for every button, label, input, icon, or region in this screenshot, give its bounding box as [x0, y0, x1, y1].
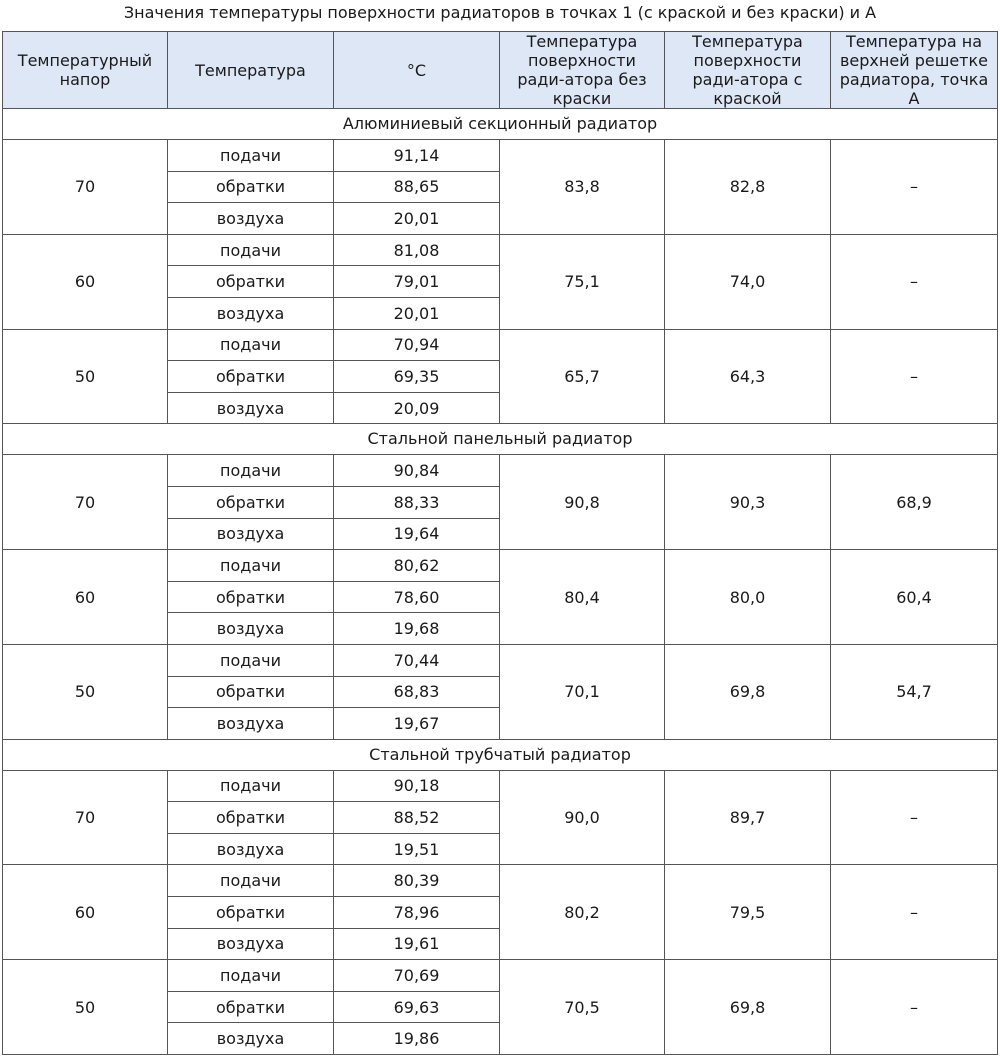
- celsius-value-cell: 19,64: [334, 518, 500, 550]
- table-row: [3, 329, 998, 361]
- section-row: [3, 109, 998, 140]
- celsius-value-cell: 80,39: [334, 865, 500, 897]
- table-row: [3, 455, 998, 487]
- table-row: [3, 140, 998, 172]
- celsius-value-cell: 19,86: [334, 1023, 500, 1055]
- table-row: [3, 960, 998, 992]
- celsius-value-cell: 70,44: [334, 644, 500, 676]
- surface-paint-cell: 74,0: [665, 234, 831, 329]
- temperature-type-cell: обратки: [168, 171, 334, 203]
- celsius-value-cell: 70,69: [334, 960, 500, 992]
- temp-head-cell: 70: [3, 455, 168, 550]
- point-a-cell: –: [831, 234, 998, 329]
- point-a-cell: 54,7: [831, 644, 998, 739]
- temperature-type-cell: обратки: [168, 361, 334, 393]
- point-a-cell: –: [831, 865, 998, 960]
- temperature-type-cell: подачи: [168, 644, 334, 676]
- temperature-type-cell: подачи: [168, 329, 334, 361]
- celsius-value-cell: 81,08: [334, 234, 500, 266]
- surface-paint-cell: 69,8: [665, 644, 831, 739]
- temperature-type-cell: подачи: [168, 140, 334, 172]
- header-row: [3, 32, 998, 109]
- table-row: [3, 550, 998, 582]
- surface-paint-cell: 64,3: [665, 329, 831, 424]
- table-row: [3, 770, 998, 802]
- temperature-type-cell: обратки: [168, 581, 334, 613]
- section-title: Стальной панельный радиатор: [3, 424, 998, 455]
- celsius-value-cell: 20,01: [334, 297, 500, 329]
- celsius-value-cell: 20,09: [334, 392, 500, 424]
- celsius-value-cell: 68,83: [334, 676, 500, 708]
- surface-paint-cell: 69,8: [665, 960, 831, 1055]
- surface-no-paint-cell: 90,8: [500, 455, 665, 550]
- header-point-a: Температура на верхней решетке радиатора, точка А: [831, 32, 998, 109]
- temperature-type-cell: воздуха: [168, 613, 334, 645]
- temperature-type-cell: воздуха: [168, 928, 334, 960]
- section-row: [3, 739, 998, 770]
- point-a-cell: –: [831, 770, 998, 865]
- temperature-type-cell: подачи: [168, 770, 334, 802]
- surface-paint-cell: 89,7: [665, 770, 831, 865]
- surface-no-paint-cell: 83,8: [500, 140, 665, 235]
- table-caption: Значения температуры поверхности радиаторов в точках 1 (с краской и без краски) и А: [123, 3, 877, 22]
- section-title: Стальной трубчатый радиатор: [3, 739, 998, 770]
- point-a-cell: –: [831, 960, 998, 1055]
- temp-head-cell: 50: [3, 329, 168, 424]
- temperature-type-cell: подачи: [168, 960, 334, 992]
- temperature-type-cell: обратки: [168, 676, 334, 708]
- celsius-value-cell: 80,62: [334, 550, 500, 582]
- surface-no-paint-cell: 65,7: [500, 329, 665, 424]
- temperature-type-cell: подачи: [168, 550, 334, 582]
- celsius-value-cell: 88,65: [334, 171, 500, 203]
- point-a-cell: 68,9: [831, 455, 998, 550]
- surface-no-paint-cell: 70,5: [500, 960, 665, 1055]
- surface-paint-cell: 90,3: [665, 455, 831, 550]
- celsius-value-cell: 90,84: [334, 455, 500, 487]
- surface-paint-cell: 82,8: [665, 140, 831, 235]
- point-a-cell: –: [831, 329, 998, 424]
- radiator-temperature-table: [2, 31, 998, 1055]
- celsius-value-cell: 69,63: [334, 991, 500, 1023]
- temperature-type-cell: воздуха: [168, 518, 334, 550]
- temp-head-cell: 50: [3, 960, 168, 1055]
- temperature-type-cell: воздуха: [168, 1023, 334, 1055]
- temperature-type-cell: обратки: [168, 802, 334, 834]
- temperature-type-cell: подачи: [168, 865, 334, 897]
- celsius-value-cell: 88,52: [334, 802, 500, 834]
- temperature-type-cell: обратки: [168, 266, 334, 298]
- surface-no-paint-cell: 90,0: [500, 770, 665, 865]
- temperature-type-cell: подачи: [168, 234, 334, 266]
- table-row: [3, 234, 998, 266]
- surface-paint-cell: 80,0: [665, 550, 831, 645]
- temperature-type-cell: воздуха: [168, 833, 334, 865]
- header-temp-head: Температурный напор: [3, 32, 168, 109]
- temperature-type-cell: воздуха: [168, 297, 334, 329]
- temp-head-cell: 70: [3, 770, 168, 865]
- celsius-value-cell: 79,01: [334, 266, 500, 298]
- celsius-value-cell: 91,14: [334, 140, 500, 172]
- surface-no-paint-cell: 80,4: [500, 550, 665, 645]
- section-row: [3, 424, 998, 455]
- temp-head-cell: 60: [3, 865, 168, 960]
- surface-no-paint-cell: 75,1: [500, 234, 665, 329]
- celsius-value-cell: 19,51: [334, 833, 500, 865]
- celsius-value-cell: 70,94: [334, 329, 500, 361]
- temperature-type-cell: воздуха: [168, 203, 334, 235]
- temperature-type-cell: воздуха: [168, 708, 334, 740]
- celsius-value-cell: 19,61: [334, 928, 500, 960]
- celsius-value-cell: 78,60: [334, 581, 500, 613]
- temp-head-cell: 60: [3, 234, 168, 329]
- celsius-value-cell: 69,35: [334, 361, 500, 393]
- surface-paint-cell: 79,5: [665, 865, 831, 960]
- temperature-type-cell: подачи: [168, 455, 334, 487]
- surface-no-paint-cell: 80,2: [500, 865, 665, 960]
- temperature-type-cell: обратки: [168, 991, 334, 1023]
- temp-head-cell: 50: [3, 644, 168, 739]
- celsius-value-cell: 78,96: [334, 897, 500, 929]
- temperature-type-cell: воздуха: [168, 392, 334, 424]
- celsius-value-cell: 19,68: [334, 613, 500, 645]
- header-temperature: Температура: [168, 32, 334, 109]
- celsius-value-cell: 90,18: [334, 770, 500, 802]
- point-a-cell: –: [831, 140, 998, 235]
- point-a-cell: 60,4: [831, 550, 998, 645]
- temperature-type-cell: обратки: [168, 486, 334, 518]
- surface-no-paint-cell: 70,1: [500, 644, 665, 739]
- table-row: [3, 865, 998, 897]
- section-title: Алюминиевый секционный радиатор: [3, 109, 998, 140]
- temp-head-cell: 70: [3, 140, 168, 235]
- celsius-value-cell: 88,33: [334, 486, 500, 518]
- temp-head-cell: 60: [3, 550, 168, 645]
- temperature-type-cell: обратки: [168, 897, 334, 929]
- table-body: [3, 109, 998, 1055]
- header-surface-paint: Температура поверхности ради-атора с краской: [665, 32, 831, 109]
- table-row: [3, 644, 998, 676]
- celsius-value-cell: 20,01: [334, 203, 500, 235]
- header-celsius: °С: [334, 32, 500, 109]
- celsius-value-cell: 19,67: [334, 708, 500, 740]
- header-surface-no-paint: Температура поверхности ради-атора без краски: [500, 32, 665, 109]
